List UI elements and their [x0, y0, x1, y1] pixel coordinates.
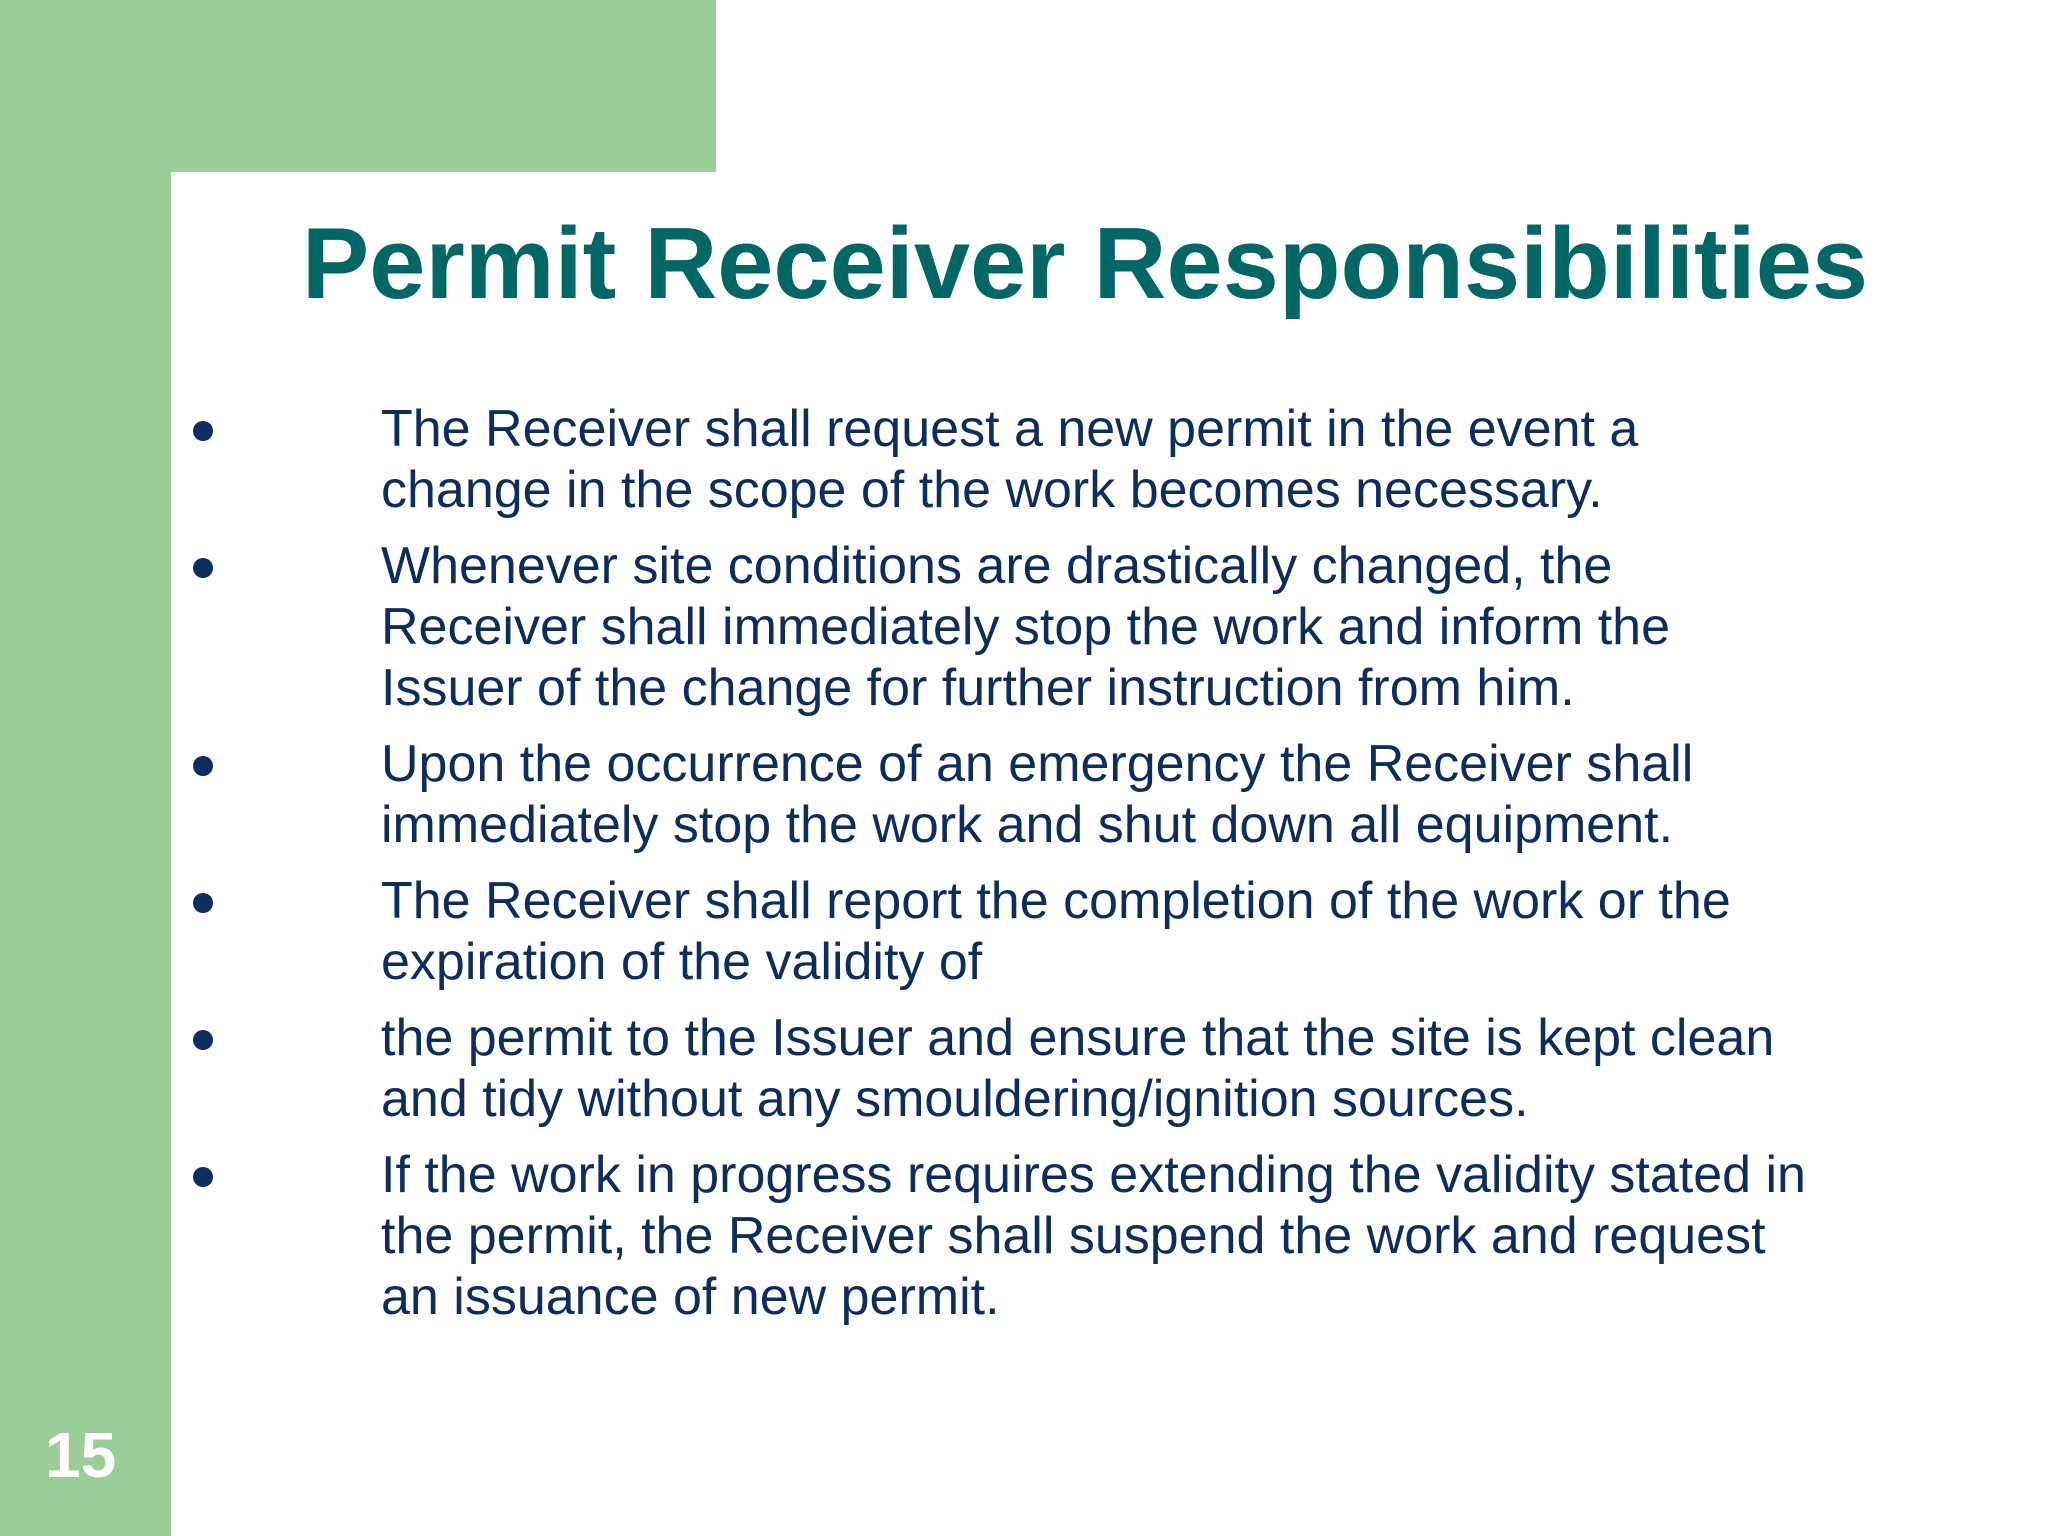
bullet-dot-icon — [193, 421, 213, 441]
bullet-text — [381, 1145, 1981, 1328]
bullet-item — [0, 536, 2048, 719]
bullet-dot-icon — [193, 558, 213, 578]
slide-title: Permit Receiver Responsibilities — [301, 208, 1869, 320]
bullet-dot-icon — [193, 893, 213, 913]
bullet-list — [0, 399, 2048, 1343]
bullet-text — [381, 536, 1981, 719]
bullet-item — [0, 871, 2048, 993]
bullet-line: Issuer of the change for further instruction from him. — [381, 659, 1575, 717]
bullet-text — [381, 871, 1981, 993]
bullet-text — [381, 399, 1981, 521]
bullet-text — [381, 1008, 1981, 1130]
bullet-line: Whenever site conditions are drastically changed, the — [381, 537, 1613, 595]
bullet-line: The Receiver shall request a new permit in the event a — [381, 400, 1639, 458]
bullet-line: the permit to the Issuer and ensure that the site is kept clean — [381, 1009, 1775, 1067]
bullet-dot-icon — [193, 1030, 213, 1050]
bullet-line: the permit, the Receiver shall suspend the work and request — [381, 1207, 1766, 1265]
bullet-text — [381, 734, 1981, 856]
bullet-line: expiration of the validity of — [381, 933, 983, 991]
bullet-item — [0, 399, 2048, 521]
bullet-line: change in the scope of the work becomes necessary. — [381, 461, 1603, 519]
bullet-item — [0, 734, 2048, 856]
top-accent-bar — [0, 0, 716, 172]
bullet-line: The Receiver shall report the completion of the work or the — [381, 872, 1731, 930]
bullet-item — [0, 1145, 2048, 1328]
bullet-line: Receiver shall immediately stop the work and inform the — [381, 598, 1671, 656]
bullet-dot-icon — [193, 1167, 213, 1187]
bullet-line: an issuance of new permit. — [381, 1268, 1000, 1326]
slide-number: 15 — [45, 1419, 117, 1491]
bullet-line: and tidy without any smouldering/ignition sources. — [381, 1070, 1529, 1128]
bullet-line: immediately stop the work and shut down all equipment. — [381, 796, 1674, 854]
bullet-line: Upon the occurrence of an emergency the Receiver shall — [381, 735, 1694, 793]
bullet-dot-icon — [193, 756, 213, 776]
bullet-item — [0, 1008, 2048, 1130]
bullet-line: If the work in progress requires extending the validity stated in — [381, 1146, 1806, 1204]
